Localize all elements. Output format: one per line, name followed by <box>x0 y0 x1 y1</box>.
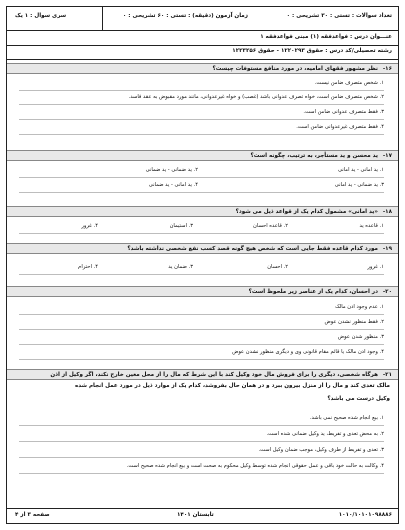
option-1[interactable]: ۱. غرور <box>367 264 384 270</box>
question-number: ۱۹- <box>382 245 392 252</box>
option-4[interactable]: ۴. احترام <box>78 264 98 270</box>
question-text: نظر مشهور فقهای امامیه، در مورد منافع مستوفات چیست؟ <box>212 65 378 72</box>
option-2[interactable]: ۲. به محض تعدی و تفریط، ید وکیل ضمانی شده است. <box>266 431 384 437</box>
option-1[interactable]: ۱. بیع انجام شده صحیح نمی باشد. <box>309 415 384 421</box>
question-text: ید محسن و ید مستأجر، به ترتیب، چگونه است؟ <box>250 152 378 159</box>
question-18 <box>7 206 398 229</box>
question-number: ۲۱- <box>382 371 392 378</box>
exam-footer <box>7 508 398 523</box>
question-band <box>7 369 398 380</box>
question-band <box>7 243 398 254</box>
question-band <box>7 150 398 161</box>
question-series: سری سوال : ۱ یک <box>15 13 67 19</box>
option-4[interactable]: ۴. وکالت به حالت خود باقی و عمل حقوقی انجام شده توسط وکیل محکوم به صحت است و بیع انجام شده صحیح است. <box>126 463 384 469</box>
question-19 <box>7 243 398 270</box>
option-3[interactable]: ۳. استیمان <box>169 223 193 229</box>
question-text: هرگاه شخصی، دیگری را برای فروش مال خود وکیل کند با این شرط که مال را از محل معین خارج نکند، اگر وکیل از اذن <box>50 371 378 378</box>
question-count: تعداد سوالات : تستی : ۳۰ تشریحی : ۰ <box>286 13 392 19</box>
question-number: ۱۷- <box>382 152 392 159</box>
option-3[interactable]: ۳. ید ضمانی - ید امانی <box>334 182 384 188</box>
question-number: ۱۸- <box>382 208 392 215</box>
question-text-continued: مالک تعدی کند و مال را از منزل بیرون ببرد و در همان حال بفروشد، کدام یک از موارد ذیل در مورد عمل انجام شده <box>74 383 390 389</box>
exam-header <box>7 7 398 60</box>
option-4[interactable]: ۴. وجود اذن مالک یا قائم مقام قانونی وی و دیگری منظور نشدن عوض <box>232 349 384 355</box>
option-3[interactable]: ۳. ضمان ید <box>168 264 193 270</box>
option-4[interactable]: ۴. غرور <box>81 223 98 229</box>
option-3[interactable]: ۳. فقط متصرف عدوانی ضامن است. <box>303 109 384 115</box>
option-3[interactable]: ۳. تعدی و تفریط از طرف وکیل، موجب ضمان وکیل است. <box>258 447 384 453</box>
question-text: مورد کدام قاعده فقط جایی است که شخص هیچ گونه قصد کسب نفع شخصی نداشته باشد؟ <box>127 245 378 252</box>
question-text: ۱۶- <box>382 65 392 72</box>
option-1[interactable]: ۱. ید امانی - ید امانی <box>337 167 384 173</box>
option-2[interactable]: ۲. شخص متصرف ضامن است، خواه تصرف عدوانی باشد (غصب) و خواه غیرعدوانی، مانند مورد مقبوض به عقد فاسد. <box>128 94 384 100</box>
option-4[interactable]: ۴. ید امانی - ید ضمانی <box>148 182 198 188</box>
option-4[interactable]: ۴. فقط متصرف غیرعدوانی ضامن است. <box>296 124 384 130</box>
option-1[interactable]: ۱. قاعده ید <box>359 223 384 229</box>
exam-time: زمان آزمون (دقیقه) : تستی : ۶۰ تشریحی : ۰ <box>122 13 248 19</box>
option-2[interactable]: ۲. قاعده احسان <box>252 223 288 229</box>
question-text-continued: وکیل درست می باشد؟ <box>327 396 390 402</box>
question-text: «ید امانی» مشمول کدام یک از قواعد ذیل می شود؟ <box>235 208 378 215</box>
exam-term: تابستان ۱۴۰۱ <box>177 512 214 518</box>
option-2[interactable]: ۲. احسان <box>267 264 288 270</box>
option-1[interactable]: ۱. شخص متصرف ضامن نیست. <box>314 80 384 86</box>
option-1[interactable]: ۱. عدم وجود اذن مالک <box>335 304 384 310</box>
option-2[interactable]: ۲. ید ضمانی - ید ضمانی <box>145 167 198 173</box>
question-text: در احسان، کدام یک از عناصر زیر ملحوظ است؟ <box>248 288 378 295</box>
question-21 <box>7 369 398 469</box>
question-17 <box>7 150 398 188</box>
question-16 <box>7 63 398 130</box>
question-band <box>7 286 398 297</box>
exam-code: ۱۰۱۰/۱۰۱۰۱۰۹۸۸۸۶ <box>338 512 392 518</box>
option-3[interactable]: ۳. منظور شدن عوض <box>337 334 384 340</box>
question-number: ۲۰- <box>382 288 392 295</box>
question-20 <box>7 286 398 355</box>
question-band <box>7 63 398 74</box>
option-2[interactable]: ۲. فقط منظور نشدن عوض <box>324 319 384 325</box>
course-title: عنـــوان درس : فواعدفقه (۱) مبنی فواعدفقه ۱ <box>260 34 392 40</box>
page-number: صفحه ۳ از ۴ <box>15 512 50 518</box>
field-code: رشته تحصیلی/کد درس : حقوق ۱۲۲۰۲۹۳ - حقوق ۱۲۲۳۲۵۶ <box>232 48 392 54</box>
exam-page <box>6 6 399 524</box>
question-band <box>7 206 398 217</box>
